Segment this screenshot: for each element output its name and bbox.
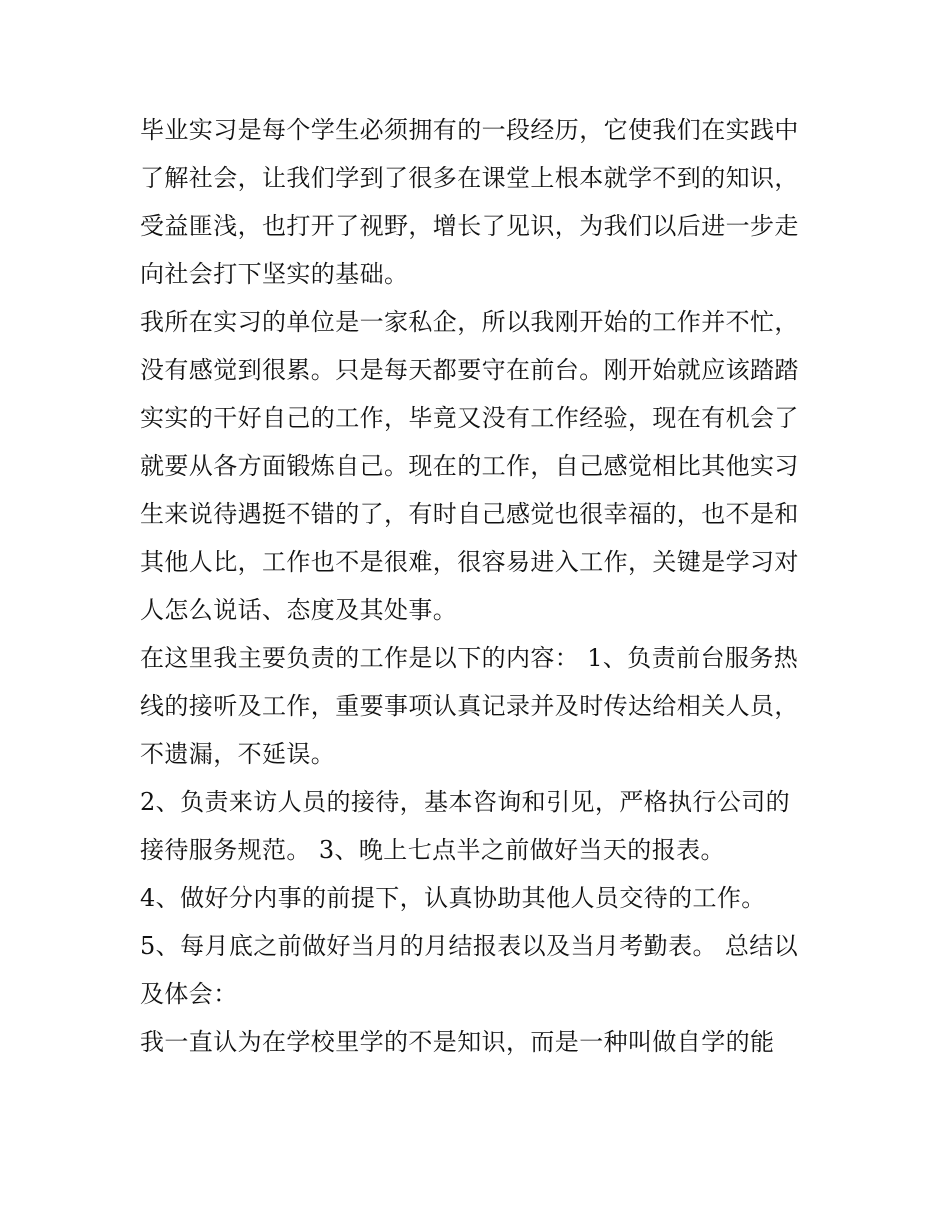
text-line: 毕业实习是每个学生必须拥有的一段经历，它使我们在实践中 <box>140 116 799 144</box>
text-line: 没有感觉到很累。只是每天都要守在前台。刚开始就应该踏踏 <box>140 356 799 384</box>
text-line: 在这里我主要负责的工作是以下的内容： 1、负责前台服务热 <box>140 644 799 672</box>
text-line: 我所在实习的单位是一家私企，所以我刚开始的工作并不忙， <box>140 308 799 336</box>
document-body <box>140 106 820 1066</box>
text-line: 线的接听及工作，重要事项认真记录并及时传达给相关人员， <box>140 692 799 720</box>
text-line: 2、负责来访人员的接待，基本咨询和引见，严格执行公司的 <box>140 788 791 816</box>
text-line: 了解社会，让我们学到了很多在课堂上根本就学不到的知识， <box>140 164 799 192</box>
text-line: 不遗漏，不延误。 <box>140 740 336 768</box>
text-line: 接待服务规范。 3、晚上七点半之前做好当天的报表。 <box>140 836 725 864</box>
text-line: 受益匪浅，也打开了视野，增长了见识，为我们以后进一步走 <box>140 212 799 240</box>
text-line: 人怎么说话、态度及其处事。 <box>140 596 458 624</box>
text-line: 实实的干好自己的工作，毕竟又没有工作经验，现在有机会了 <box>140 404 799 432</box>
text-line: 就要从各方面锻炼自己。现在的工作，自己感觉相比其他实习 <box>140 452 799 480</box>
text-line: 其他人比，工作也不是很难，很容易进入工作，关键是学习对 <box>140 548 799 576</box>
text-line: 5、每月底之前做好当月的月结报表以及当月考勤表。 总结以 <box>140 932 799 960</box>
text-line: 生来说待遇挺不错的了，有时自己感觉也很幸福的，也不是和 <box>140 500 799 528</box>
text-line: 及体会： <box>140 980 238 1008</box>
text-line: 我一直认为在学校里学的不是知识，而是一种叫做自学的能 <box>140 1028 775 1056</box>
text-line: 向社会打下坚实的基础。 <box>140 260 409 288</box>
text-line: 4、做好分内事的前提下，认真协助其他人员交待的工作。 <box>140 884 766 912</box>
